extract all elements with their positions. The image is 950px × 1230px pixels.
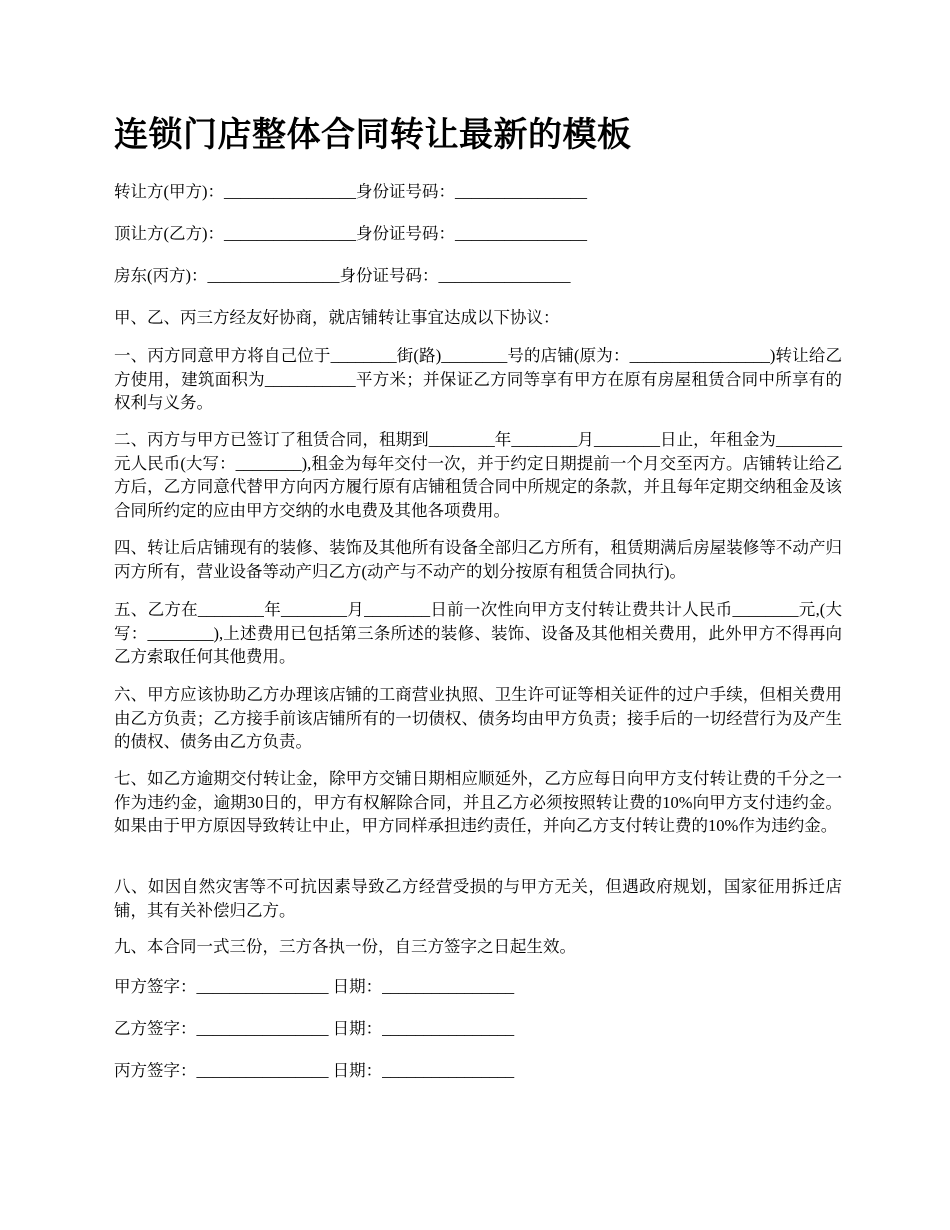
- clause-5: 五、乙方在________年________月________日前一次性向甲方支付转让费共计人民币________元,(大写：________),上述费用已包括第三条所述的装修、装饰、设备及其他相关费用，此外甲方不得再向乙方索取任何其他费用。: [114, 600, 842, 666]
- document-title: 连锁门店整体合同转让最新的模板: [114, 115, 632, 155]
- signature-line-party-a: 甲方签字：________________ 日期：________________: [114, 977, 515, 996]
- clause-6: 六、甲方应该协助乙方办理该店铺的工商营业执照、卫生许可证等相关证件的过户手续，但相关费用由乙方负责；乙方接手前该店铺所有的一切债权、债务均由甲方负责；接手后的一切经营行为及产生的债权、债务由乙方负责。: [114, 685, 842, 751]
- clause-4: 四、转让后店铺现有的装修、装饰及其他所有设备全部归乙方所有，租赁期满后房屋装修等不动产归丙方所有，营业设备等动产归乙方(动产与不动产的划分按原有租赁合同执行)。: [114, 538, 842, 581]
- clause-8: 八、如因自然灾害等不可抗因素导致乙方经营受损的与甲方无关，但遇政府规划，国家征用拆迁店铺，其有关补偿归乙方。: [114, 877, 842, 920]
- clause-9: 九、本合同一式三份，三方各执一份，自三方签字之日起生效。: [114, 937, 576, 956]
- party-line-landlord: 房东(丙方)：________________身份证号码：________________: [114, 266, 571, 285]
- intro-paragraph: 甲、乙、丙三方经友好协商，就店铺转让事宜达成以下协议：: [114, 308, 560, 327]
- party-line-transferor: 转让方(甲方)：________________身份证号码：________________: [114, 182, 587, 201]
- party-line-transferee: 顶让方(乙方)：________________身份证号码：________________: [114, 224, 587, 243]
- signature-line-party-b: 乙方签字：________________ 日期：________________: [114, 1019, 515, 1038]
- clause-7: 七、如乙方逾期交付转让金，除甲方交铺日期相应顺延外，乙方应每日向甲方支付转让费的千分之一作为违约金，逾期30日的，甲方有权解除合同，并且乙方必须按照转让费的10%向甲方支付违约金。如果由于甲方原因导致转让中止，甲方同样承担违约责任，并向乙方支付转让费的10%作为违约金。: [114, 769, 842, 835]
- clause-1: 一、丙方同意甲方将自己位于________街(路)________号的店铺(原为：_________________)转让给乙方使用，建筑面积为___________平方米；并保证乙方同等享有甲方在原有房屋租赁合同中所享有的权利与义务。: [114, 346, 842, 412]
- clause-2: 二、丙方与甲方已签订了租赁合同，租期到________年________月________日止，年租金为________元人民币(大写：________),租金为每年交付一次，并于约定日期提前一个月交至丙方。店铺转让给乙方后，乙方同意代替甲方向丙方履行原有店铺租赁合同中所规定的条款，并且每年定期交纳租金及该合同所约定的应由甲方交纳的水电费及其他各项费用。: [114, 430, 842, 520]
- signature-line-party-c: 丙方签字：________________ 日期：________________: [114, 1061, 515, 1080]
